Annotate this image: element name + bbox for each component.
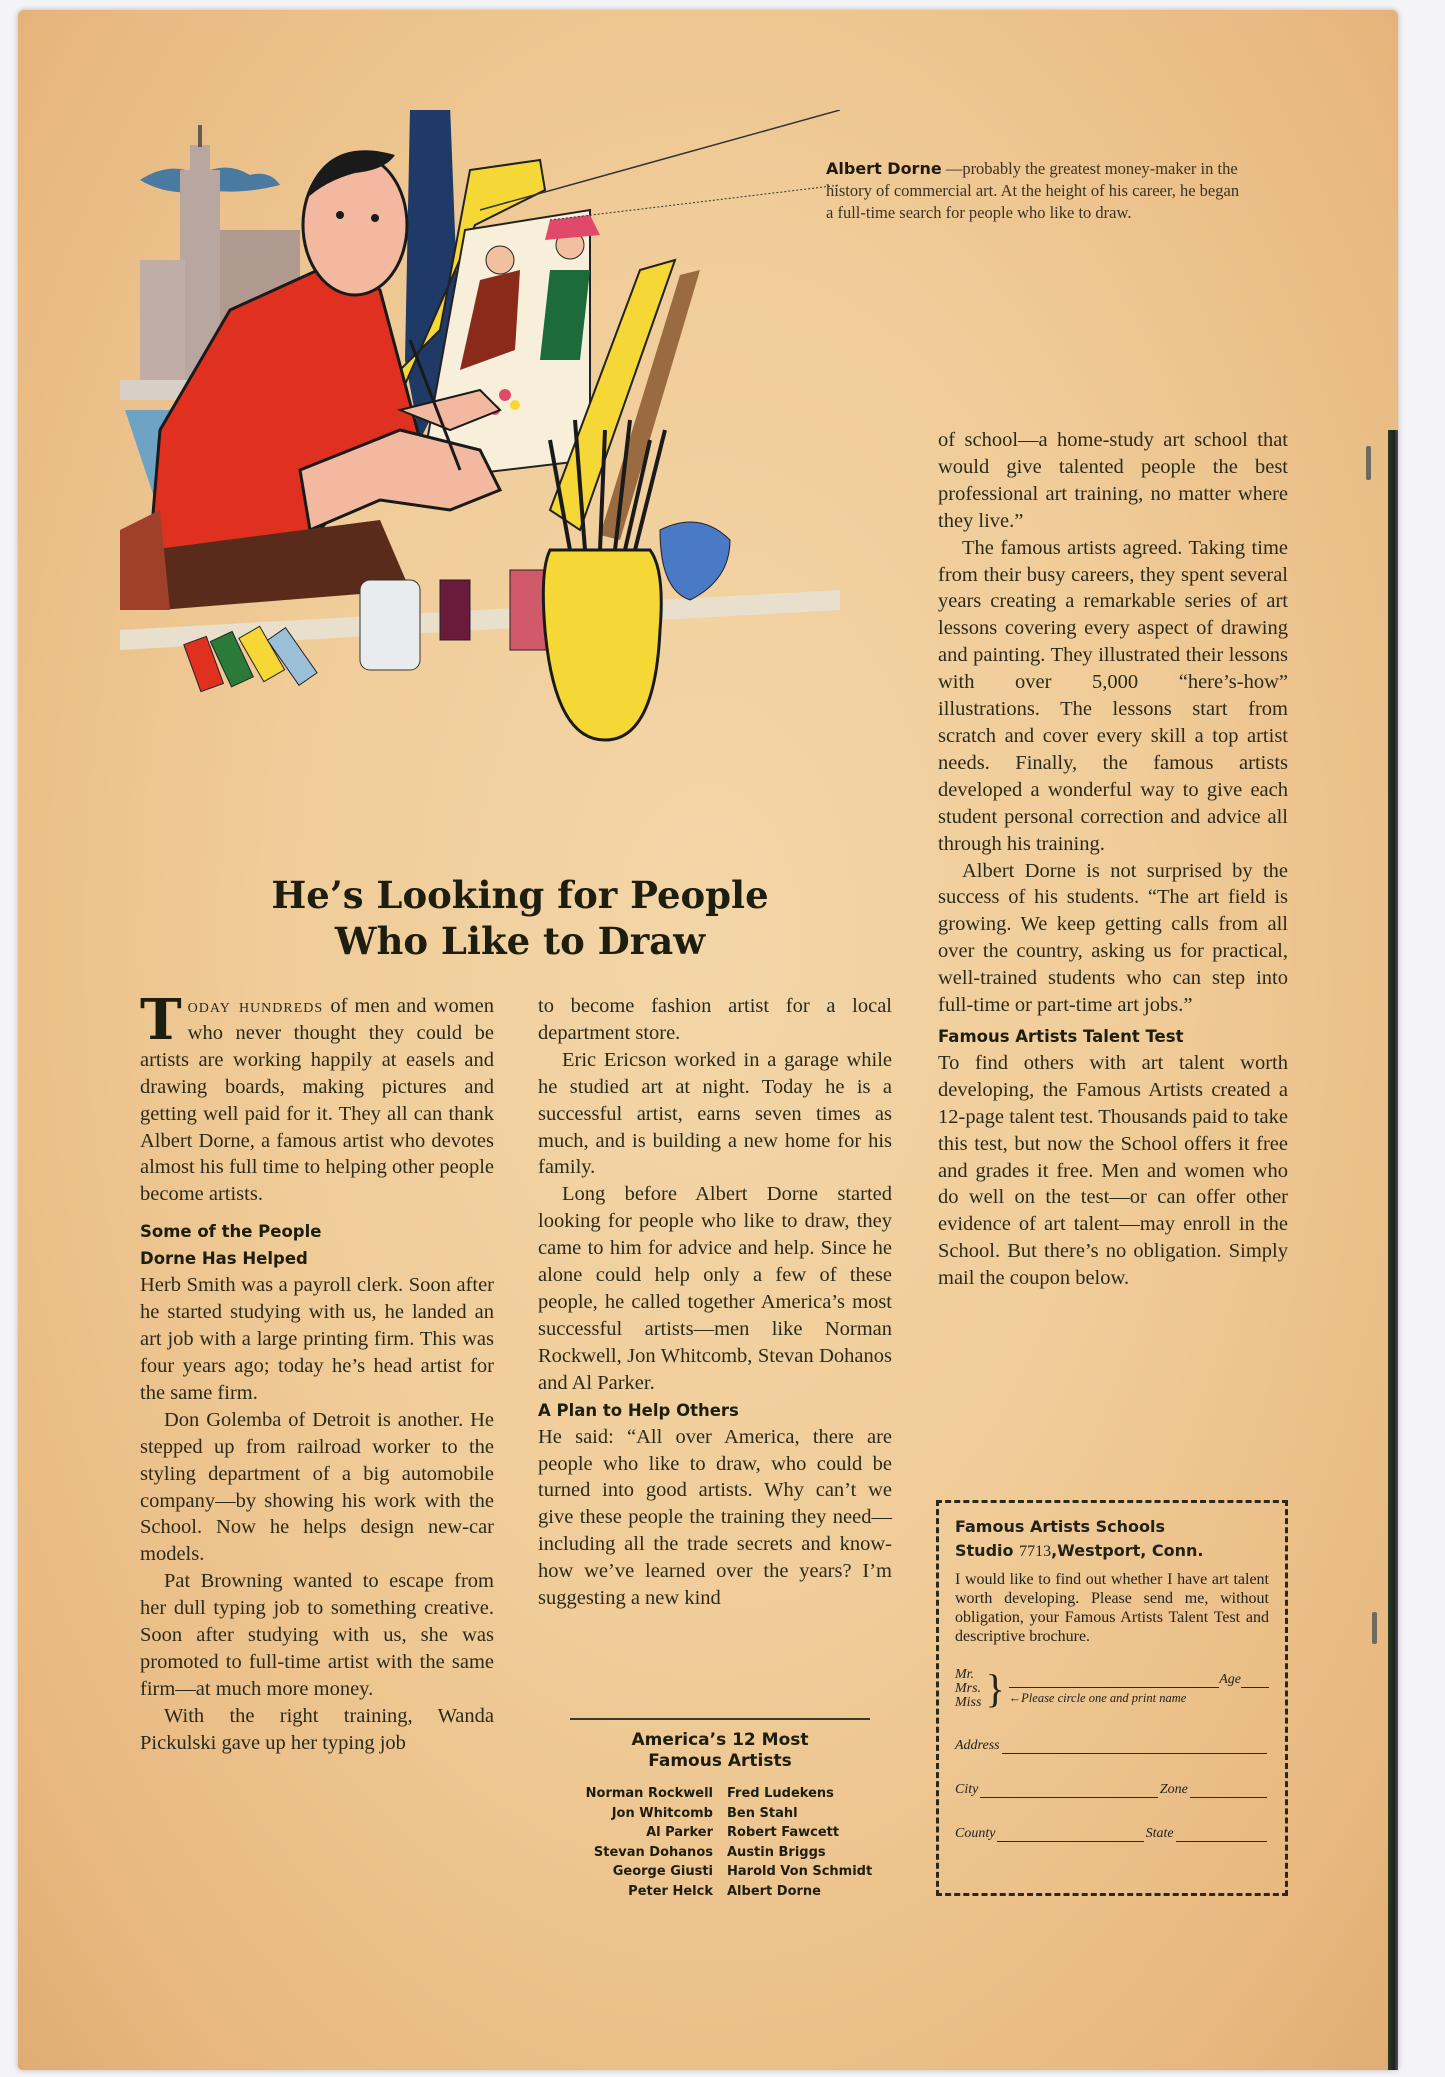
city-zone-field <box>955 1782 1269 1798</box>
address-field <box>955 1738 1269 1754</box>
headline-line-2: Who Like to Draw <box>334 919 706 963</box>
paragraph-of-school: of school—a home-study art school that would give talented people the best professional art training, no matter where they live.” <box>938 429 1288 532</box>
county-state-field <box>955 1826 1269 1842</box>
caption-name: Albert Dorne <box>826 159 942 178</box>
artists-title-line-1: America’s 12 Most <box>631 1730 809 1750</box>
coupon-location: ,Westport, Conn. <box>1051 1541 1204 1560</box>
honorific-miss[interactable]: Miss <box>955 1695 982 1710</box>
paragraph-he-said: He said: “All over America, there are people who like to draw, who could be turned into good artists. Why can’t we give these people the training they need—including all the trade secrets and know-how we’ve learned over the years? I’m suggesting a new kind <box>538 1425 892 1610</box>
subhead-plan: A Plan to Help Others <box>538 1400 739 1420</box>
staple-bottom <box>1372 1612 1377 1644</box>
artist-name: Al Parker <box>646 1825 713 1840</box>
paragraph-wanda-pickulski: With the right training, Wanda Pickulski gave up her typing job <box>140 1704 494 1754</box>
coupon-request-text: I would like to find out whether I have art talent worth developing. Please send me, without obligation, your Famous Artists Talent Test and descriptive brochure. <box>955 1571 1269 1645</box>
artist-name: Austin Briggs <box>727 1844 826 1860</box>
artist-name: Robert Fawcett <box>727 1825 840 1840</box>
studio-label: Studio <box>955 1541 1014 1560</box>
zone-input-line[interactable] <box>1190 1783 1267 1798</box>
city-label: City <box>955 1782 979 1797</box>
artist-name: Stevan Dohanos <box>593 1844 713 1860</box>
paragraph-famous-artists-agreed: The famous artists agreed. Taking time from their busy careers, they spent several years creating a remarkable series of art lessons covering every aspect of drawing and painting. They illustrated their lessons with over 5,000 “here’s-how” illustrations. The lessons start from scratch and cover every skill a top artist needs. Finally, the famous artists developed a wonderful way to give each student personal correction and advice all through his training. <box>938 536 1288 855</box>
county-label: County <box>955 1826 996 1841</box>
illustration-caption <box>826 158 1246 224</box>
article-column-2 <box>538 993 892 1612</box>
caption-text: —probably the greatest money-maker in the history of commercial art. At the height of his career, he began a full-time search for people who like to draw. <box>826 159 1240 222</box>
address-input-line[interactable] <box>1002 1739 1267 1754</box>
mail-in-coupon[interactable] <box>936 1500 1288 1896</box>
artist-name: Peter Helck <box>628 1883 713 1899</box>
zone-label: Zone <box>1159 1782 1188 1797</box>
paragraph-fashion-artist: to become fashion artist for a local department store. <box>538 995 892 1044</box>
brace-icon: } <box>985 1666 1005 1711</box>
paragraph-long-before: Long before Albert Dorne started looking for people who like to draw, they came to him for advice and help. Since he alone could help only a few of these people, he called together America’s most successful artists—men like Norman Rockwell, Jon Whitcomb, Stevan Dohanos and Al Parker. <box>538 1183 892 1394</box>
coupon-school-name: Famous Artists Schools <box>955 1517 1165 1536</box>
paragraph-talent-test: To find others with art talent worth developing, the Famous Artists created a 12-page talent test. Thousands paid to take this test, but now the School offers it free and grades it free. Men and women who do well on the test—or can offer other evidence of art talent—may enroll in the School. But there’s no obligation. Simply mail the coupon below. <box>938 1051 1288 1290</box>
paragraph-herb-smith: Herb Smith was a payroll clerk. Soon after he started studying with us, he landed an art job with a large printing firm. This was four years ago; today he’s head artist for the same firm. <box>140 1274 494 1404</box>
name-hint: ←Please circle one and print name <box>1008 1691 1187 1705</box>
artist-name: Jon Whitcomb <box>611 1805 713 1821</box>
headline <box>180 872 860 964</box>
artist-name: George Giusti <box>612 1864 713 1879</box>
famous-artists-list <box>530 1718 910 1901</box>
subhead-talent-test: Famous Artists Talent Test <box>938 1026 1184 1046</box>
intro-paragraph <box>140 987 494 1208</box>
honorific-mr[interactable]: Mr. <box>955 1667 975 1682</box>
drop-cap: T <box>140 987 182 1053</box>
artists-title-line-2: Famous Artists <box>648 1751 792 1771</box>
coupon-address-line <box>955 1539 1269 1564</box>
artist-name: Ben Stahl <box>727 1805 798 1821</box>
honorific-options[interactable] <box>955 1668 981 1710</box>
subhead-line-2: Dorne Has Helped <box>140 1249 308 1269</box>
artists-grid <box>530 1784 910 1901</box>
city-input-line[interactable] <box>980 1783 1157 1798</box>
name-input-line[interactable] <box>1009 1673 1220 1688</box>
intro-text: of men and women who never thought they could be artists are working happily at easels and drawing boards, making pictures and getting well paid for it. They all can thank Albert Dorne, a famous artist who devotes almost his full time to helping other people become artists. <box>140 995 494 1206</box>
age-input-line[interactable] <box>1241 1673 1269 1688</box>
artist-name: Harold Von Schmidt <box>727 1864 873 1879</box>
staple-top <box>1366 446 1371 480</box>
artist-name: Albert Dorne <box>727 1883 821 1899</box>
headline-line-1: He’s Looking for People <box>271 873 769 917</box>
subhead-people-helped <box>140 1218 494 1272</box>
paragraph-eric-ericson: Eric Ericson worked in a garage while he studied art at night. Today he is a successful artist, earns seven times as much, and is building a new home for his family. <box>538 1048 892 1179</box>
divider <box>570 1718 870 1720</box>
artists-title <box>530 1730 910 1772</box>
address-label: Address <box>955 1738 1000 1753</box>
paragraph-not-surprised: Albert Dorne is not surprised by the success of his students. “The art field is growing. We keep getting calls from all over the country, asking us for practical, well-trained students who can step into full-time or part-time art jobs.” <box>938 859 1288 1017</box>
albert-dorne-illustration <box>120 110 840 870</box>
county-input-line[interactable] <box>997 1827 1143 1842</box>
state-label: State <box>1145 1826 1174 1841</box>
studio-number: 7713 <box>1019 1543 1052 1560</box>
article-column-1 <box>140 987 494 1757</box>
artist-name: Fred Ludekens <box>727 1786 834 1801</box>
state-input-line[interactable] <box>1176 1827 1267 1842</box>
caption-pointer-line-dotted <box>550 185 840 220</box>
name-field-group <box>955 1668 1269 1710</box>
artist-name: Norman Rockwell <box>585 1786 713 1801</box>
paragraph-pat-browning: Pat Browning wanted to escape from her dull typing job to something creative. Soon after studying with us, she was promoted to full-time artist with the same firm—at much more money. <box>140 1570 494 1700</box>
article-column-3 <box>938 427 1288 1292</box>
age-label: Age <box>1219 1672 1241 1687</box>
lead-smallcaps: oday hundreds <box>187 995 324 1017</box>
honorific-mrs[interactable]: Mrs. <box>955 1681 982 1696</box>
subhead-line-1: Some of the People <box>140 1222 322 1242</box>
paragraph-don-golemba: Don Golemba of Detroit is another. He stepped up from railroad worker to the styling department of a big automobile company—by showing his work with the School. Now he helps design new-car models. <box>140 1408 494 1566</box>
